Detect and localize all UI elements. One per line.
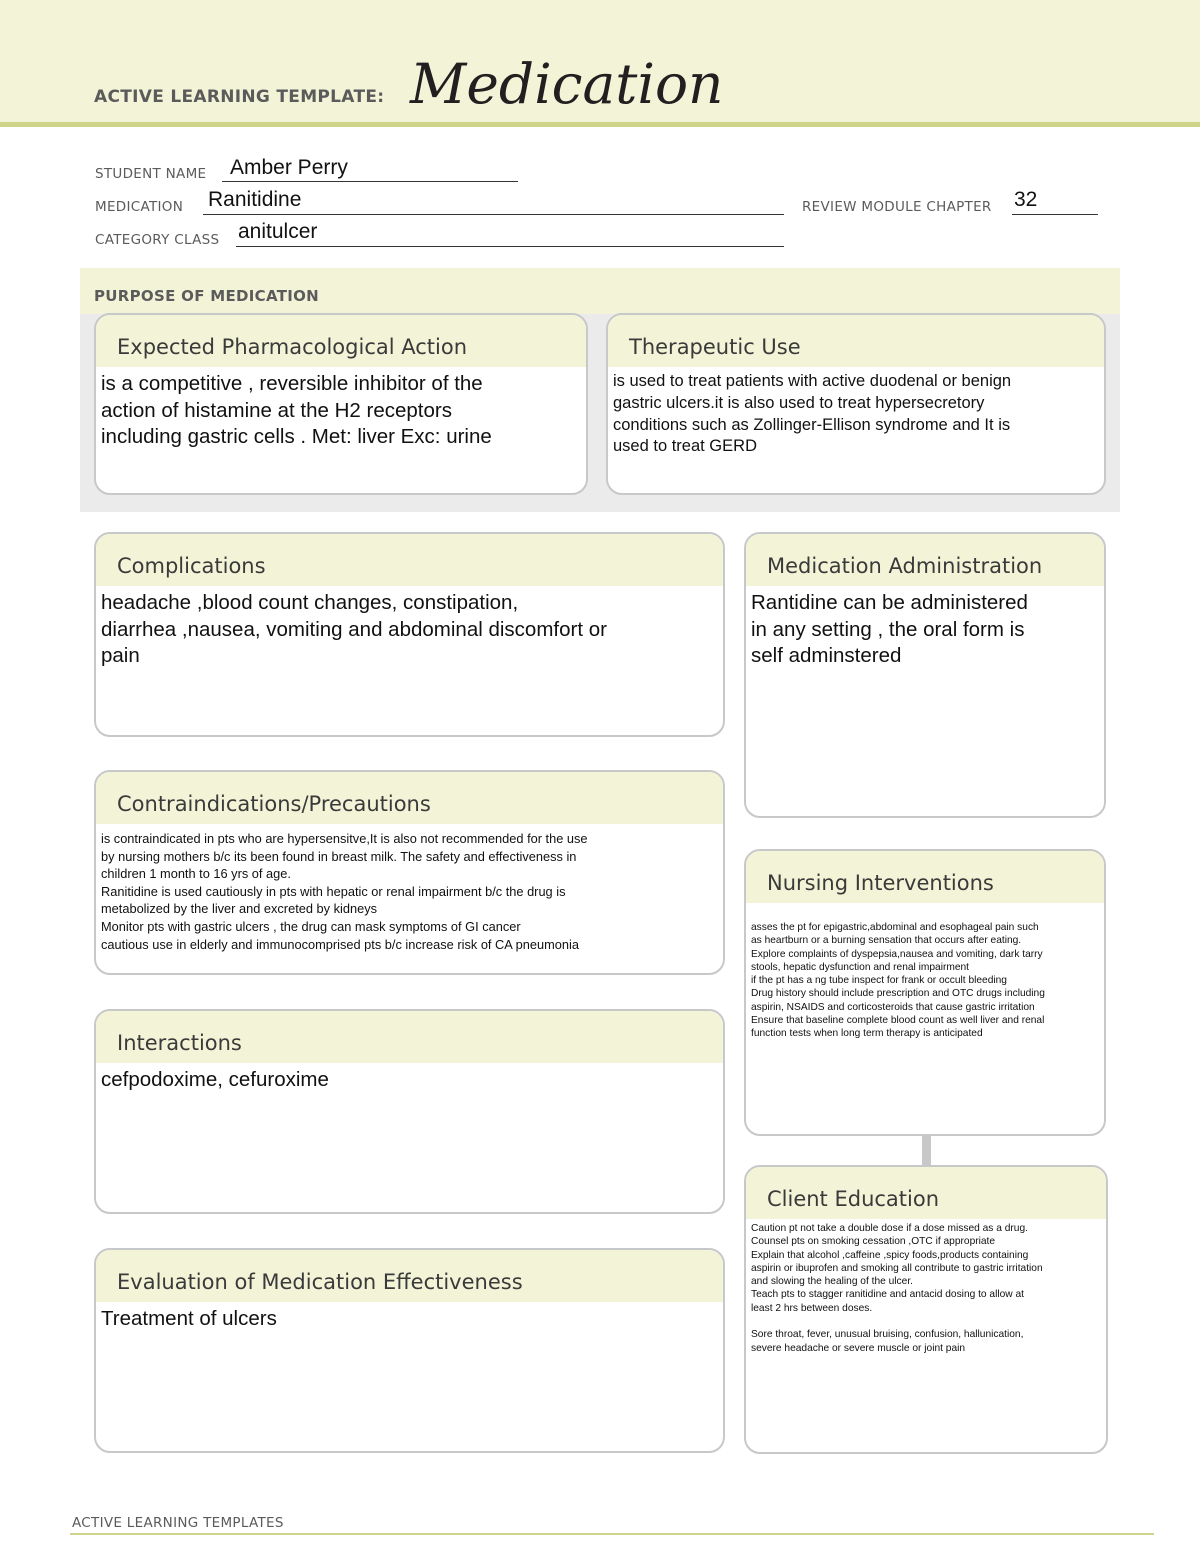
interactions-title: Interactions bbox=[96, 1011, 723, 1063]
complications-text[interactable]: headache ,blood count changes, constipation, diarrhea ,nausea, vomiting and abdominal discomfort or pain bbox=[101, 591, 607, 667]
evaluation-title: Evaluation of Medication Effectiveness bbox=[96, 1250, 723, 1302]
nursing-interventions-box bbox=[744, 849, 1106, 1136]
purpose-label: PURPOSE OF MEDICATION bbox=[94, 287, 320, 305]
student-name-label: STUDENT NAME bbox=[95, 166, 207, 182]
interactions-box bbox=[94, 1009, 725, 1214]
client-education-box bbox=[744, 1165, 1108, 1454]
expected-action-box bbox=[94, 313, 588, 495]
category-class-label: CATEGORY CLASS bbox=[95, 232, 220, 248]
therapeutic-use-text[interactable]: is used to treat patients with active duodenal or benign gastric ulcers.it is also used to treat hypersecretory conditions such as Zollinger-Ellison syndrome and It is used to treat GERD bbox=[613, 372, 1012, 456]
therapeutic-use-title: Therapeutic Use bbox=[608, 315, 1104, 367]
complications-title: Complications bbox=[96, 534, 723, 586]
medication-administration-box bbox=[744, 532, 1106, 818]
category-class-field[interactable]: anitulcer bbox=[238, 220, 318, 243]
review-module-label: REVIEW MODULE CHAPTER bbox=[802, 199, 992, 215]
template-label: ACTIVE LEARNING TEMPLATE: bbox=[94, 87, 385, 107]
footer-divider bbox=[70, 1533, 1154, 1535]
expected-action-title: Expected Pharmacological Action bbox=[96, 315, 586, 367]
student-name-line bbox=[222, 181, 518, 182]
therapeutic-use-box bbox=[606, 313, 1106, 495]
header-divider bbox=[0, 122, 1200, 127]
medication-label: MEDICATION bbox=[95, 199, 184, 215]
footer-label: ACTIVE LEARNING TEMPLATES bbox=[72, 1515, 284, 1531]
expected-action-text[interactable]: is a competitive , reversible inhibitor of the action of histamine at the H2 receptors including gastric cells . Met: liver Exc: urine bbox=[101, 372, 492, 448]
medication-field[interactable]: Ranitidine bbox=[208, 188, 302, 211]
client-education-title: Client Education bbox=[746, 1167, 1106, 1219]
nursing-interventions-title: Nursing Interventions bbox=[746, 851, 1104, 903]
box-connector bbox=[922, 1136, 931, 1166]
contraindications-text[interactable]: is contraindicated in pts who are hypersensitve,It is also not recommended for the use by nursing mothers b/c its been found in breast milk. The safety and effectiveness in children 1 month to 16 yrs of age. Ranitidine is used cautiously in pts with hepatic or renal impairment b/c the drug is metabolized by the liver and excreted by kidneys Monitor pts with gastric ulcers , the drug can mask symptoms of GI cancer cautious use in elderly and immunocomprised pts b/c increase risk of CA pneumonia bbox=[101, 831, 588, 952]
review-module-field[interactable]: 32 bbox=[1014, 188, 1038, 211]
evaluation-box bbox=[94, 1248, 725, 1453]
review-module-line bbox=[1012, 214, 1098, 215]
contraindications-title: Contraindications/Precautions bbox=[96, 772, 723, 824]
interactions-text[interactable]: cefpodoxime, cefuroxime bbox=[101, 1068, 329, 1091]
nursing-interventions-text[interactable]: asses the pt for epigastric,abdominal and esophageal pain such as heartburn or a burning sensation that occurs after eating. Explore complaints of dyspepsia,nausea and vomiting, dark tarry stools, hepatic dysfunction and renal impairment if the pt has a ng tube inspect for frank or occult bleeding Drug history should include prescription and OTC drugs including aspirin, NSAIDS and corticosteroids that cause gastric irritation Ensure that baseline complete blood count as well liver and renal function tests when long term therapy is anticipated bbox=[751, 922, 1045, 1040]
student-name-field[interactable]: Amber Perry bbox=[230, 156, 348, 179]
page-title: Medication bbox=[410, 52, 724, 116]
category-class-line bbox=[236, 246, 784, 247]
medication-administration-text[interactable]: Rantidine can be administered in any setting , the oral form is self adminstered bbox=[751, 591, 1028, 667]
client-education-text[interactable]: Caution pt not take a double dose if a dose missed as a drug. Counsel pts on smoking cessation ,OTC if appropriate Explain that alcohol ,caffeine ,spicy foods,products containing aspirin or ibuprofen and smoking all contribute to gastric irritation and slowing the healing of the ulcer. Teach pts to stagger ranitidine and antacid dosing to allow at least 2 hrs between doses. Sore throat, fever, unusual bruising, confusion, hallunication, severe headache or severe muscle or joint pain bbox=[751, 1223, 1043, 1354]
contraindications-box bbox=[94, 770, 725, 975]
complications-box bbox=[94, 532, 725, 737]
evaluation-text[interactable]: Treatment of ulcers bbox=[101, 1307, 277, 1330]
medication-line bbox=[203, 214, 784, 215]
medication-administration-title: Medication Administration bbox=[746, 534, 1104, 586]
